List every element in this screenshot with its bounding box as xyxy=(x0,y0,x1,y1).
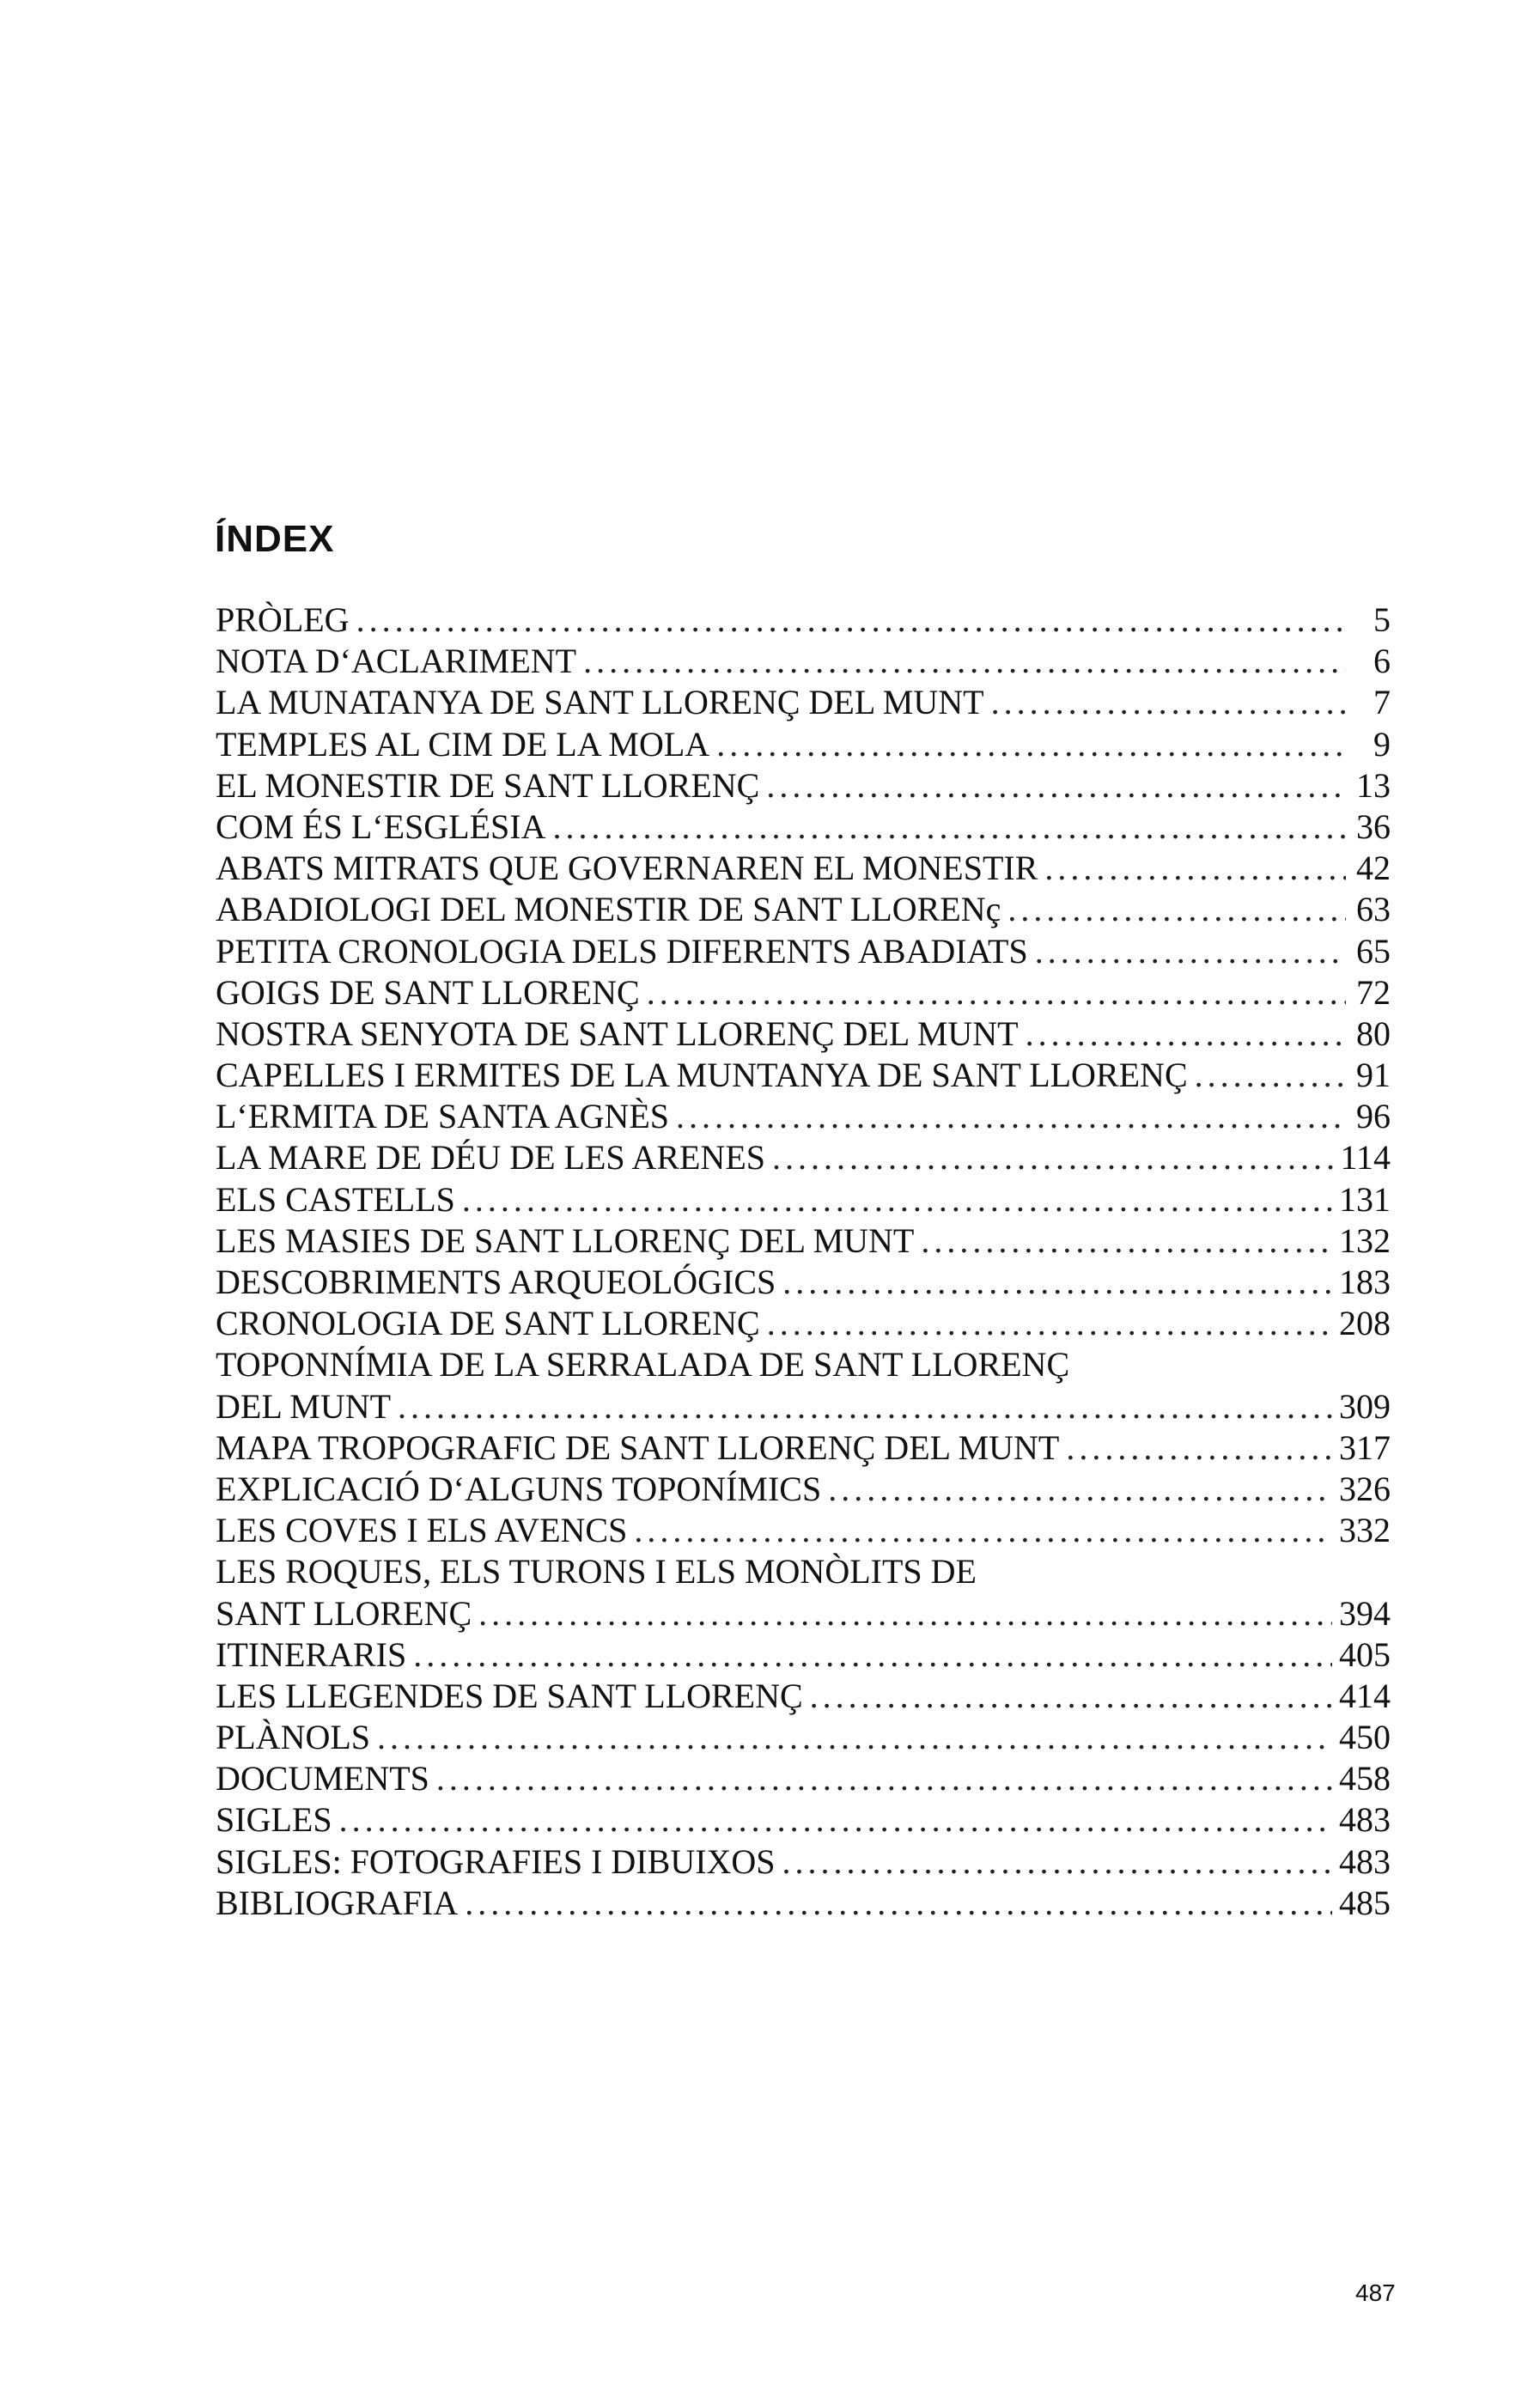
toc-entry-page: 5 xyxy=(1373,600,1391,639)
dot-leader xyxy=(1007,889,1346,930)
toc-entry-page: 332 xyxy=(1339,1511,1391,1550)
dot-leader xyxy=(676,1096,1346,1137)
dot-leader xyxy=(772,1137,1333,1178)
toc-entry-title: GOIGS DE SANT LLORENÇ xyxy=(216,972,640,1012)
toc-entry-title: ITINERARIS xyxy=(216,1634,407,1674)
toc-entry-page: 183 xyxy=(1339,1263,1391,1301)
dot-leader xyxy=(810,1676,1332,1717)
toc-entry-page: 13 xyxy=(1356,765,1391,805)
dot-leader xyxy=(1066,1427,1332,1469)
toc-entry-title: DESCOBRIMENTS ARQUEOLÓGICS xyxy=(216,1263,776,1301)
toc-entry[interactable] xyxy=(216,1676,1391,1717)
toc-entry-page: 36 xyxy=(1356,806,1391,846)
toc-entry[interactable] xyxy=(216,1758,1391,1799)
dot-leader xyxy=(782,1841,1332,1883)
toc-entry[interactable] xyxy=(216,1717,1391,1758)
toc-entry-page: 317 xyxy=(1339,1427,1391,1467)
toc-entry[interactable] xyxy=(216,931,1391,972)
toc-entry[interactable] xyxy=(216,1634,1391,1676)
toc-entry-second-line xyxy=(216,1386,1391,1427)
toc-entry-page: 394 xyxy=(1339,1593,1391,1633)
dot-leader xyxy=(782,1262,1332,1303)
toc-entry[interactable] xyxy=(216,1551,1391,1634)
toc-entry[interactable] xyxy=(216,1427,1391,1469)
dot-leader xyxy=(767,1303,1332,1344)
toc-entry-page: 91 xyxy=(1356,1056,1391,1095)
toc-entry[interactable] xyxy=(216,641,1391,682)
toc-entry-page: 9 xyxy=(1373,724,1391,764)
toc-entry[interactable] xyxy=(216,972,1391,1013)
toc-entry-title: NOSTRA SENYOTA DE SANT LLORENÇ DEL MUNT xyxy=(216,1013,1019,1053)
toc-entry-title: MAPA TROPOGRAFIC DE SANT LLORENÇ DEL MUNT xyxy=(216,1427,1060,1467)
toc-entry-page: 483 xyxy=(1339,1800,1391,1840)
toc-entry-page: 96 xyxy=(1356,1097,1391,1136)
toc-entry[interactable] xyxy=(216,1096,1391,1137)
toc-entry-title: LES MASIES DE SANT LLORENÇ DEL MUNT xyxy=(216,1220,915,1260)
dot-leader xyxy=(465,1883,1332,1924)
dot-leader xyxy=(462,1179,1332,1220)
dot-leader xyxy=(634,1510,1332,1551)
toc-entry-page: 309 xyxy=(1339,1386,1391,1426)
dot-leader xyxy=(339,1799,1332,1841)
dot-leader xyxy=(766,765,1346,806)
toc-entry-page: 483 xyxy=(1339,1841,1391,1881)
toc-entry[interactable] xyxy=(216,889,1391,930)
dot-leader xyxy=(478,1593,1332,1634)
toc-entry-title: SIGLES: FOTOGRAFIES I DIBUIXOS xyxy=(216,1841,776,1881)
toc-entry[interactable] xyxy=(216,1055,1391,1096)
dot-leader xyxy=(991,682,1346,723)
toc-entry[interactable] xyxy=(216,848,1391,889)
toc-entry-title: CAPELLES I ERMITES DE LA MUNTANYA DE SANT LLORENÇ xyxy=(216,1056,1188,1095)
page-title: ÍNDEX xyxy=(215,518,335,560)
dot-leader xyxy=(1195,1055,1346,1096)
toc-entry-page: 72 xyxy=(1356,972,1391,1012)
toc-entry[interactable] xyxy=(216,1841,1391,1883)
toc-entry-page: 485 xyxy=(1339,1883,1391,1922)
dot-leader xyxy=(1035,931,1346,972)
toc-entry-page: 7 xyxy=(1373,683,1391,722)
toc-entry-title: LA MUNATANYA DE SANT LLORENÇ DEL MUNT xyxy=(216,683,984,722)
toc-entry[interactable] xyxy=(216,1883,1391,1924)
toc-entry[interactable] xyxy=(216,806,1391,848)
toc-entry[interactable] xyxy=(216,1510,1391,1551)
toc-entry-page: 450 xyxy=(1339,1718,1391,1757)
toc-entry-title: ELS CASTELLS xyxy=(216,1179,455,1219)
toc-entry-second-line xyxy=(216,1593,1391,1634)
page-number: 487 xyxy=(1355,2279,1396,2306)
toc-entry-title-first-line: TOPONNÍMIA DE LA SERRALADA DE SANT LLORENÇ xyxy=(216,1345,1070,1385)
toc-entry-page: 458 xyxy=(1339,1759,1391,1798)
table-of-contents xyxy=(216,600,1391,1924)
toc-entry-title-first-line: LES ROQUES, ELS TURONS I ELS MONÒLITS DE xyxy=(216,1552,977,1592)
toc-entry-title: DEL MUNT xyxy=(216,1386,392,1426)
toc-entry-page: 6 xyxy=(1373,642,1391,681)
toc-entry[interactable] xyxy=(216,1137,1391,1178)
toc-entry[interactable] xyxy=(216,1179,1391,1220)
toc-entry[interactable] xyxy=(216,724,1391,765)
toc-entry-page: 132 xyxy=(1339,1220,1391,1260)
toc-entry[interactable] xyxy=(216,1262,1391,1303)
toc-entry-page: 42 xyxy=(1356,849,1391,888)
dot-leader xyxy=(716,724,1346,765)
toc-entry-title: PLÀNOLS xyxy=(216,1718,371,1757)
toc-entry[interactable] xyxy=(216,600,1391,641)
toc-entry-title: BIBLIOGRAFIA xyxy=(216,1883,459,1922)
toc-entry-page: 80 xyxy=(1356,1013,1391,1053)
toc-entry[interactable] xyxy=(216,1469,1391,1510)
toc-entry[interactable] xyxy=(216,1013,1391,1055)
toc-entry[interactable] xyxy=(216,1799,1391,1841)
toc-entry[interactable] xyxy=(216,1220,1391,1262)
dot-leader xyxy=(377,1717,1332,1758)
toc-entry[interactable] xyxy=(216,1344,1391,1427)
toc-entry-title: LES COVES I ELS AVENCS xyxy=(216,1511,628,1550)
toc-entry-title: COM ÉS L‘ESGLÉSIA xyxy=(216,806,546,846)
toc-entry-page: 208 xyxy=(1339,1304,1391,1343)
dot-leader xyxy=(1044,848,1346,889)
toc-entry-title: LES LLEGENDES DE SANT LLORENÇ xyxy=(216,1676,803,1715)
toc-entry-title: ABATS MITRATS QUE GOVERNAREN EL MONESTIR xyxy=(216,849,1038,888)
toc-entry-page: 63 xyxy=(1356,890,1391,929)
toc-entry-title: SIGLES xyxy=(216,1800,332,1840)
toc-entry-title: SANT LLORENÇ xyxy=(216,1593,472,1633)
toc-entry-page: 131 xyxy=(1339,1179,1391,1219)
dot-leader xyxy=(647,972,1346,1013)
dot-leader xyxy=(413,1634,1332,1676)
toc-entry[interactable] xyxy=(216,1303,1391,1344)
dot-leader xyxy=(921,1220,1332,1262)
toc-entry-page: 65 xyxy=(1356,931,1391,971)
toc-entry-title: ABADIOLOGI DEL MONESTIR DE SANT LLORENç xyxy=(216,890,1001,929)
toc-entry-title: EXPLICACIÓ D‘ALGUNS TOPONÍMICS xyxy=(216,1469,822,1508)
toc-entry-title: DOCUMENTS xyxy=(216,1759,429,1798)
dot-leader xyxy=(436,1758,1332,1799)
toc-entry-page: 326 xyxy=(1339,1469,1391,1508)
dot-leader xyxy=(398,1386,1332,1427)
toc-entry-page: 414 xyxy=(1339,1676,1391,1715)
dot-leader xyxy=(552,806,1346,848)
toc-entry-title: TEMPLES AL CIM DE LA MOLA xyxy=(216,724,710,764)
toc-entry-title: EL MONESTIR DE SANT LLORENÇ xyxy=(216,765,760,805)
toc-entry[interactable] xyxy=(216,682,1391,723)
toc-entry-title: PRÒLEG xyxy=(216,600,350,639)
dot-leader xyxy=(356,600,1346,641)
toc-entry-title: LA MARE DE DÉU DE LES ARENES xyxy=(216,1138,765,1178)
dot-leader xyxy=(828,1469,1332,1510)
toc-entry-page: 114 xyxy=(1340,1138,1391,1178)
toc-entry-title: PETITA CRONOLOGIA DELS DIFERENTS ABADIATS xyxy=(216,931,1028,971)
toc-entry-page: 405 xyxy=(1339,1634,1391,1674)
toc-entry[interactable] xyxy=(216,765,1391,806)
dot-leader xyxy=(583,641,1346,682)
toc-entry-title: CRONOLOGIA DE SANT LLORENÇ xyxy=(216,1304,760,1343)
dot-leader xyxy=(1026,1013,1346,1055)
toc-entry-title: L‘ERMITA DE SANTA AGNÈS xyxy=(216,1097,670,1136)
toc-entry-title: NOTA D‘ACLARIMENT xyxy=(216,642,577,681)
